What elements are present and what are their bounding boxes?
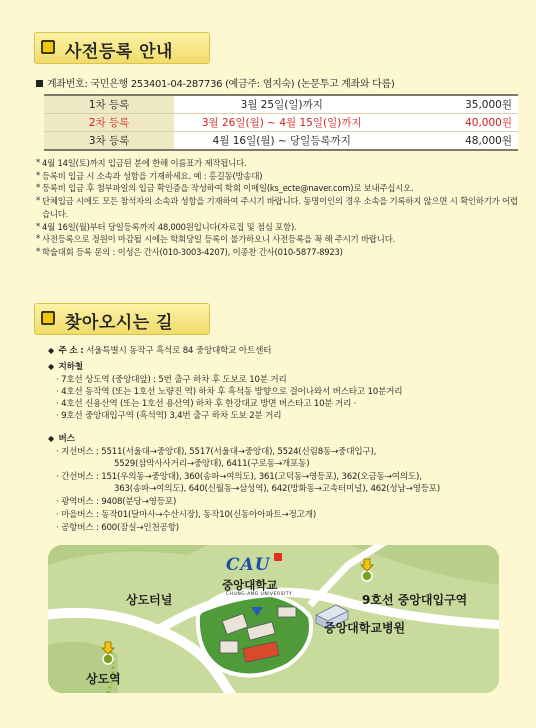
campus-building bbox=[220, 641, 238, 653]
fee-period: 4월 16일(월) ~ 당일등록까지 bbox=[174, 132, 389, 151]
list-item: * 사전등록으로 정원이 마감될 시에는 학회당일 등록이 불가하오니 사전등록을 꼭 해 주시기 바랍니다. bbox=[36, 233, 396, 245]
registration-section-title: 사전등록 안내 bbox=[65, 42, 173, 62]
list-item: * 등록비 입금 시 소속과 성함을 기재하세요. 예 : 홍길동(방송대) bbox=[36, 169, 263, 181]
address-label: 주 소 : bbox=[58, 346, 84, 356]
table-row bbox=[44, 114, 518, 132]
list-item: · 4호선 신용산역 (또는 1호선 용산역) 하차 후 한강대교 방면 버스타고 10분 거리 · bbox=[56, 399, 357, 409]
bank-account-text: 계좌번호: 국민은행 253401-04-287736 (예금주: 염지숙) (논문투고 계좌와 다름) bbox=[47, 79, 395, 90]
list-item: · 지선버스 : 5511(서울대→중앙대), 5517(서울대→중앙대), 5524(신림8동→중대입구), bbox=[56, 447, 377, 457]
fee-price: 40,000원 bbox=[389, 114, 518, 132]
list-item: · 마을버스 : 동작01(달마사→수산시장), 동작10(신동아아파트→정고개) bbox=[56, 510, 317, 520]
list-item: · 간선버스 : 151(우의동→중앙대), 360(송파→여의도), 361(고덕동→영등포), 362(오금동→여의도), bbox=[56, 472, 422, 482]
sangdo-station-marker-icon bbox=[103, 654, 113, 664]
cau-logo: CAU bbox=[226, 555, 271, 575]
list-item: · 공항버스 : 600(잠실→인천공항) bbox=[56, 523, 179, 533]
registration-section-header bbox=[34, 32, 210, 64]
fee-price: 35,000원 bbox=[389, 95, 518, 114]
list-item: * 4월 14일(토)까지 입금된 분에 한해 이름표가 제작됩니다. bbox=[36, 157, 247, 168]
fee-period: 3월 25일(일)까지 bbox=[174, 95, 389, 114]
section-bullet-icon bbox=[41, 311, 55, 325]
square-bullet-icon bbox=[36, 80, 43, 87]
address-text: 서울특별시 동작구 흑석로 84 중앙대학교 아트센터 bbox=[86, 346, 272, 356]
bank-account-info bbox=[36, 75, 516, 90]
tunnel-label: 상도터널 bbox=[126, 593, 173, 607]
directions-section-header bbox=[34, 303, 210, 335]
directions-section-title: 찾아오시는 길 bbox=[65, 313, 173, 333]
list-item: · 4호선 동작역 (또는 1호선 노량진 역) 하차 후 흑석동 방향으로 걸어나와서 버스타고 10분거리 bbox=[56, 387, 403, 397]
list-item: 363(송파→여의도), 640(신월동→삼성역), 642(방화동→고속터미널), 462(성남→영등포) bbox=[114, 484, 441, 494]
list-item: * 단체입금 시에도 모든 참석자의 소속과 성함을 기재하여 주시기 바랍니다. 동명이인의 경우 소속을 기록하지 않으면 시 확인하기가 어렵습니다. bbox=[36, 195, 518, 219]
registration-notes bbox=[36, 157, 522, 259]
bus-label: 버스 bbox=[58, 434, 75, 444]
campus-building bbox=[278, 607, 296, 617]
fee-stage: 2차 등록 bbox=[44, 114, 174, 132]
sangdo-station-label: 상도역 bbox=[86, 672, 121, 686]
subway-label: 지하철 bbox=[58, 362, 83, 372]
station-9-marker-icon bbox=[362, 571, 372, 581]
section-bullet-icon bbox=[41, 40, 55, 54]
table-row bbox=[44, 95, 518, 114]
list-item: * 4월 16일(월)부터 당일등록까지 48,000원입니다(자료집 및 점심 포함). bbox=[36, 220, 297, 232]
list-item: * 학술대회 등록 문의 : 이성은 간사(010-3003-4207), 이종찬 간사(010-5877-8923) bbox=[36, 245, 343, 257]
fee-stage: 3차 등록 bbox=[44, 132, 174, 151]
university-name-en: CHUNG-ANG UNIVERSITY bbox=[226, 592, 293, 597]
university-name: 중앙대학교 bbox=[222, 578, 278, 592]
fee-stage: 1차 등록 bbox=[44, 95, 174, 114]
station-9-label: 9호선 중앙대입구역 bbox=[362, 593, 468, 607]
fee-price: 48,000원 bbox=[389, 132, 518, 151]
table-row bbox=[44, 132, 518, 151]
diamond-bullet-icon: ◆ bbox=[48, 434, 54, 443]
fee-period: 3월 26일(월) ~ 4월 15일(일)까지 bbox=[174, 114, 389, 132]
hospital-label: 중앙대학교병원 bbox=[324, 621, 406, 635]
list-item: * 등록비 입금 후 첨부파일의 입금 확인증을 작성하여 학회 이메일(ks_ecte@naver.com)로 보내주십시오. bbox=[36, 182, 414, 194]
location-map bbox=[48, 545, 499, 693]
list-item: · 9호선 중앙대입구역 (흑석역) 3,4번 출구 하차 도보 2분 거리 bbox=[56, 411, 282, 421]
list-item: · 광역버스 : 9408(분당→영등포) bbox=[56, 497, 177, 507]
logo-dot-icon bbox=[274, 553, 282, 561]
list-item: · 7호선 상도역 (중앙대앞) : 5번 출구 하차 후 도보로 10분 거리 bbox=[56, 375, 287, 385]
registration-fee-table bbox=[44, 94, 518, 151]
diamond-bullet-icon: ◆ bbox=[48, 362, 54, 371]
list-item: 5529(삼막사사거리→중앙대), 6411(구로동→개포동) bbox=[114, 459, 310, 469]
address-line bbox=[48, 344, 271, 356]
diamond-bullet-icon: ◆ bbox=[48, 346, 54, 355]
